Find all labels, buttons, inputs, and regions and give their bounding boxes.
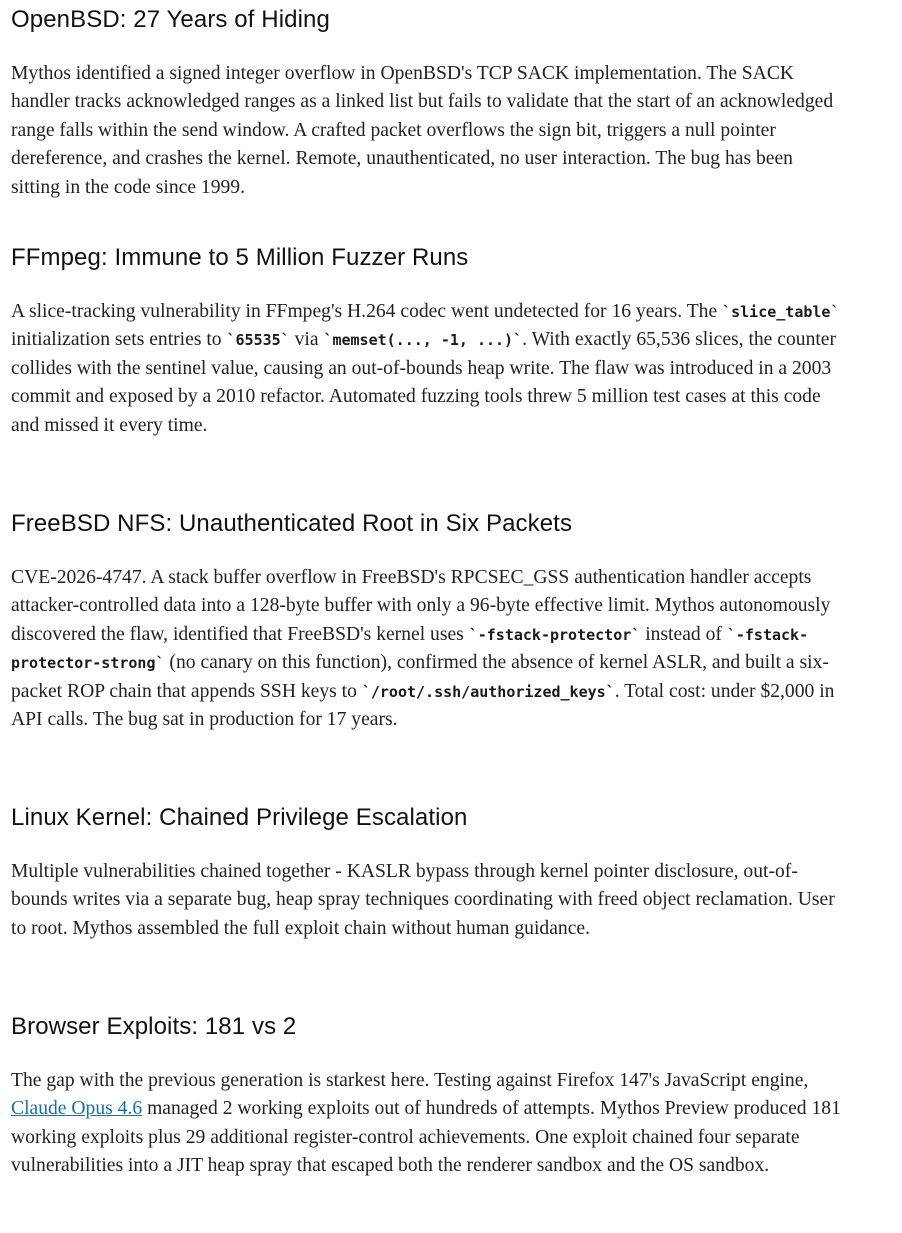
section-heading: Linux Kernel: Chained Privilege Escalation <box>11 804 468 831</box>
section-heading: FFmpeg: Immune to 5 Million Fuzzer Runs <box>11 244 469 271</box>
section-body <box>11 1067 841 1181</box>
inline-code: `slice_table` <box>722 303 840 321</box>
text-run: Mythos identified a signed integer overflow in OpenBSD's TCP SACK implementation. The SACK handler tracks acknowledged ranges as a linked list but fails to validate that the start of an acknowledged range falls within the send window. A crafted packet overflows the sign bit, triggers a null pointer dereference, and crashes the kernel. Remote, unauthenticated, no user interaction. The bug has been sitting in the code since 1999. <box>11 63 834 198</box>
text-run: A slice-tracking vulnerability in FFmpeg's H.264 codec went undetected for 16 years. The <box>11 301 723 322</box>
text-run: managed 2 working exploits out of hundreds of attempts. Mythos Preview produced 181 working exploits plus 29 additional register-control achievements. One exploit chained four separate vulnerabilities into a JIT heap spray that escaped both the renderer sandbox and the OS sandbox. <box>11 1098 841 1177</box>
text-run: . With exactly 65,536 slices, the counter collides with the sentinel value, causing an out-of-bounds heap write. The flaw was introduced in a 2003 commit and exposed by a 2010 refactor. Automated fuzzing tools threw 5 million test cases at this code and missed it every time. <box>11 329 837 436</box>
inline-code: `memset(..., -1, ...)` <box>323 331 523 350</box>
section-body <box>11 564 841 734</box>
text-run: (no canary on this function), confirmed the absence of kernel ASLR, and built a six-packet ROP chain that appends SSH keys to <box>11 652 829 702</box>
text-run: Multiple vulnerabilities chained together - KASLR bypass through kernel pointer disclosure, out-of-bounds writes via a separate bug, heap spray techniques coordinating with freed object reclamation. User to root. Mythos assembled the full exploit chain without human guidance. <box>11 861 835 939</box>
inline-code: `-fstack-protector` <box>468 625 641 644</box>
section-heading: Browser Exploits: 181 vs 2 <box>11 1013 297 1040</box>
inline-link[interactable]: Claude Opus 4.6 <box>11 1098 143 1120</box>
section-body <box>11 60 841 202</box>
text-run: . Total cost: under $2,000 in API calls. The bug sat in production for 17 years. <box>11 680 835 731</box>
text-run: CVE-2026-4747. A stack buffer overflow in FreeBSD's RPCSEC_GSS authentication handler accepts attacker-controlled data into a 128-byte buffer with only a 96-byte effective limit. Mythos autonomously discovered the flaw, identified that FreeBSD's kernel uses <box>11 567 831 645</box>
section-heading: FreeBSD NFS: Unauthenticated Root in Six Packets <box>11 510 573 537</box>
section-heading: OpenBSD: 27 Years of Hiding <box>11 6 330 33</box>
section-body <box>11 298 841 440</box>
inline-code: `65535` <box>226 331 290 350</box>
text-run: instead of <box>640 623 727 645</box>
text-run: via <box>289 329 324 351</box>
section-body <box>11 858 841 943</box>
text-run: initialization sets entries to <box>11 329 227 351</box>
text-run: The gap with the previous generation is starkest here. Testing against Firefox 147's JavaScript engine, <box>11 1070 809 1091</box>
inline-code: `/root/.ssh/authorized_keys` <box>361 682 615 701</box>
inline-code: `-fstack-protector-strong` <box>11 625 809 673</box>
